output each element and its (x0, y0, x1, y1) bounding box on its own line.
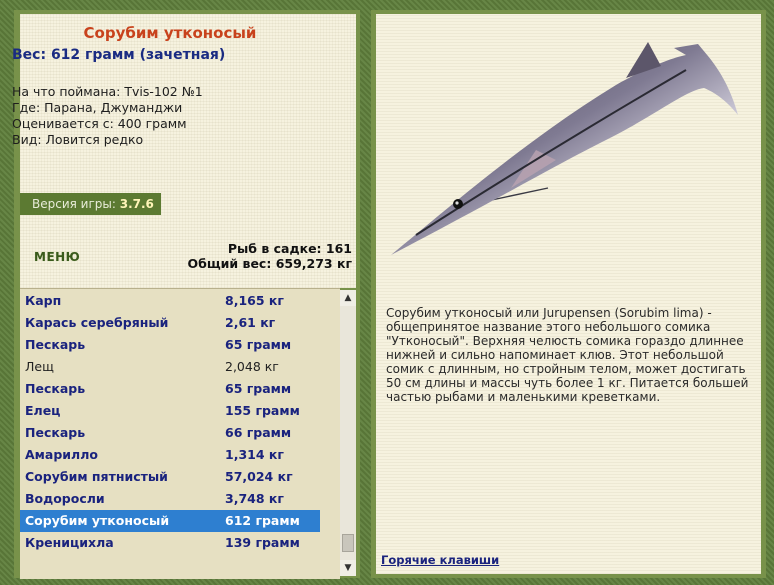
list-item-weight: 8,165 кг (225, 293, 284, 308)
list-item-weight: 66 грамм (225, 425, 292, 440)
location-info: Где: Парана, Джуманджи (12, 100, 183, 115)
scroll-up-arrow-icon[interactable]: ▲ (340, 290, 356, 306)
version-value: 3.7.6 (119, 197, 154, 211)
list-item-weight: 2,048 кг (225, 359, 279, 374)
list-item-weight: 155 грамм (225, 403, 300, 418)
total-weight: Общий вес: 659,273 кг (187, 256, 352, 271)
list-item-weight: 57,024 кг (225, 469, 293, 484)
net-stats (160, 241, 352, 271)
version-label: Версия игры: (32, 197, 116, 211)
fish-description: Сорубим утконосый или Jurupensen (Sorubim lima) - общепринятое название этого небольшого сомика "Утконосый". Верхняя челюсть сомика гораздо длиннее нижней и сильно напоминает клюв. Этот небольшой сомик с длинным, но стройным телом, может достигать 50 см длины и массы чуть более 1 кг. Питается большей частью рыбами и маленькими креветками. (386, 306, 749, 404)
list-item[interactable] (20, 400, 320, 422)
list-item-weight: 2,61 кг (225, 315, 276, 330)
list-item-name: Карп (25, 293, 62, 308)
game-version (20, 193, 161, 215)
scroll-down-arrow-icon[interactable]: ▼ (340, 560, 356, 576)
fish-title: Сорубим утконосый (83, 24, 257, 42)
list-item[interactable] (20, 312, 320, 334)
list-item-name: Водоросли (25, 491, 105, 506)
list-item-weight: 139 грамм (225, 535, 300, 550)
valuation-info: Оценивается с: 400 грамм (12, 116, 187, 131)
fish-image (386, 30, 746, 285)
list-item[interactable] (20, 290, 320, 312)
list-item-name: Сорубим пятнистый (25, 469, 168, 484)
list-item-name: Пескарь (25, 381, 86, 396)
list-item-name: Креницихла (25, 535, 114, 550)
fish-count: Рыб в садке: 161 (227, 241, 352, 256)
list-item-weight: 612 грамм (225, 513, 300, 528)
list-item-weight: 65 грамм (225, 337, 292, 352)
hotkeys-link[interactable]: Горячие клавиши (381, 553, 500, 567)
list-item-name: Пескарь (25, 425, 86, 440)
list-item[interactable] (20, 488, 320, 510)
list-item-name: Пескарь (25, 337, 86, 352)
list-item[interactable] (20, 444, 320, 466)
menu-button[interactable]: МЕНЮ (34, 250, 81, 264)
list-item[interactable] (20, 466, 320, 488)
catch-list-scrollbar[interactable] (340, 290, 356, 576)
fish-weight: Вес: 612 грамм (зачетная) (12, 47, 226, 63)
list-item[interactable] (20, 510, 320, 532)
list-item[interactable] (20, 532, 320, 554)
list-item[interactable] (20, 334, 320, 356)
rarity-info: Вид: Ловится редко (12, 132, 144, 147)
list-item[interactable] (20, 356, 320, 378)
list-item[interactable] (20, 378, 320, 400)
list-item-weight: 3,748 кг (225, 491, 284, 506)
scroll-thumb[interactable] (342, 534, 354, 552)
list-item-weight: 65 грамм (225, 381, 292, 396)
list-item-name: Карась серебряный (25, 315, 169, 330)
list-item-name: Елец (25, 403, 61, 418)
list-item-name: Сорубим утконосый (25, 513, 170, 528)
catch-list[interactable] (20, 288, 340, 579)
bait-info: На что поймана: Tvis-102 №1 (12, 84, 203, 99)
list-item-name: Амарилло (25, 447, 98, 462)
list-item[interactable] (20, 422, 320, 444)
list-item-weight: 1,314 кг (225, 447, 284, 462)
list-item-name: Лещ (25, 359, 54, 374)
